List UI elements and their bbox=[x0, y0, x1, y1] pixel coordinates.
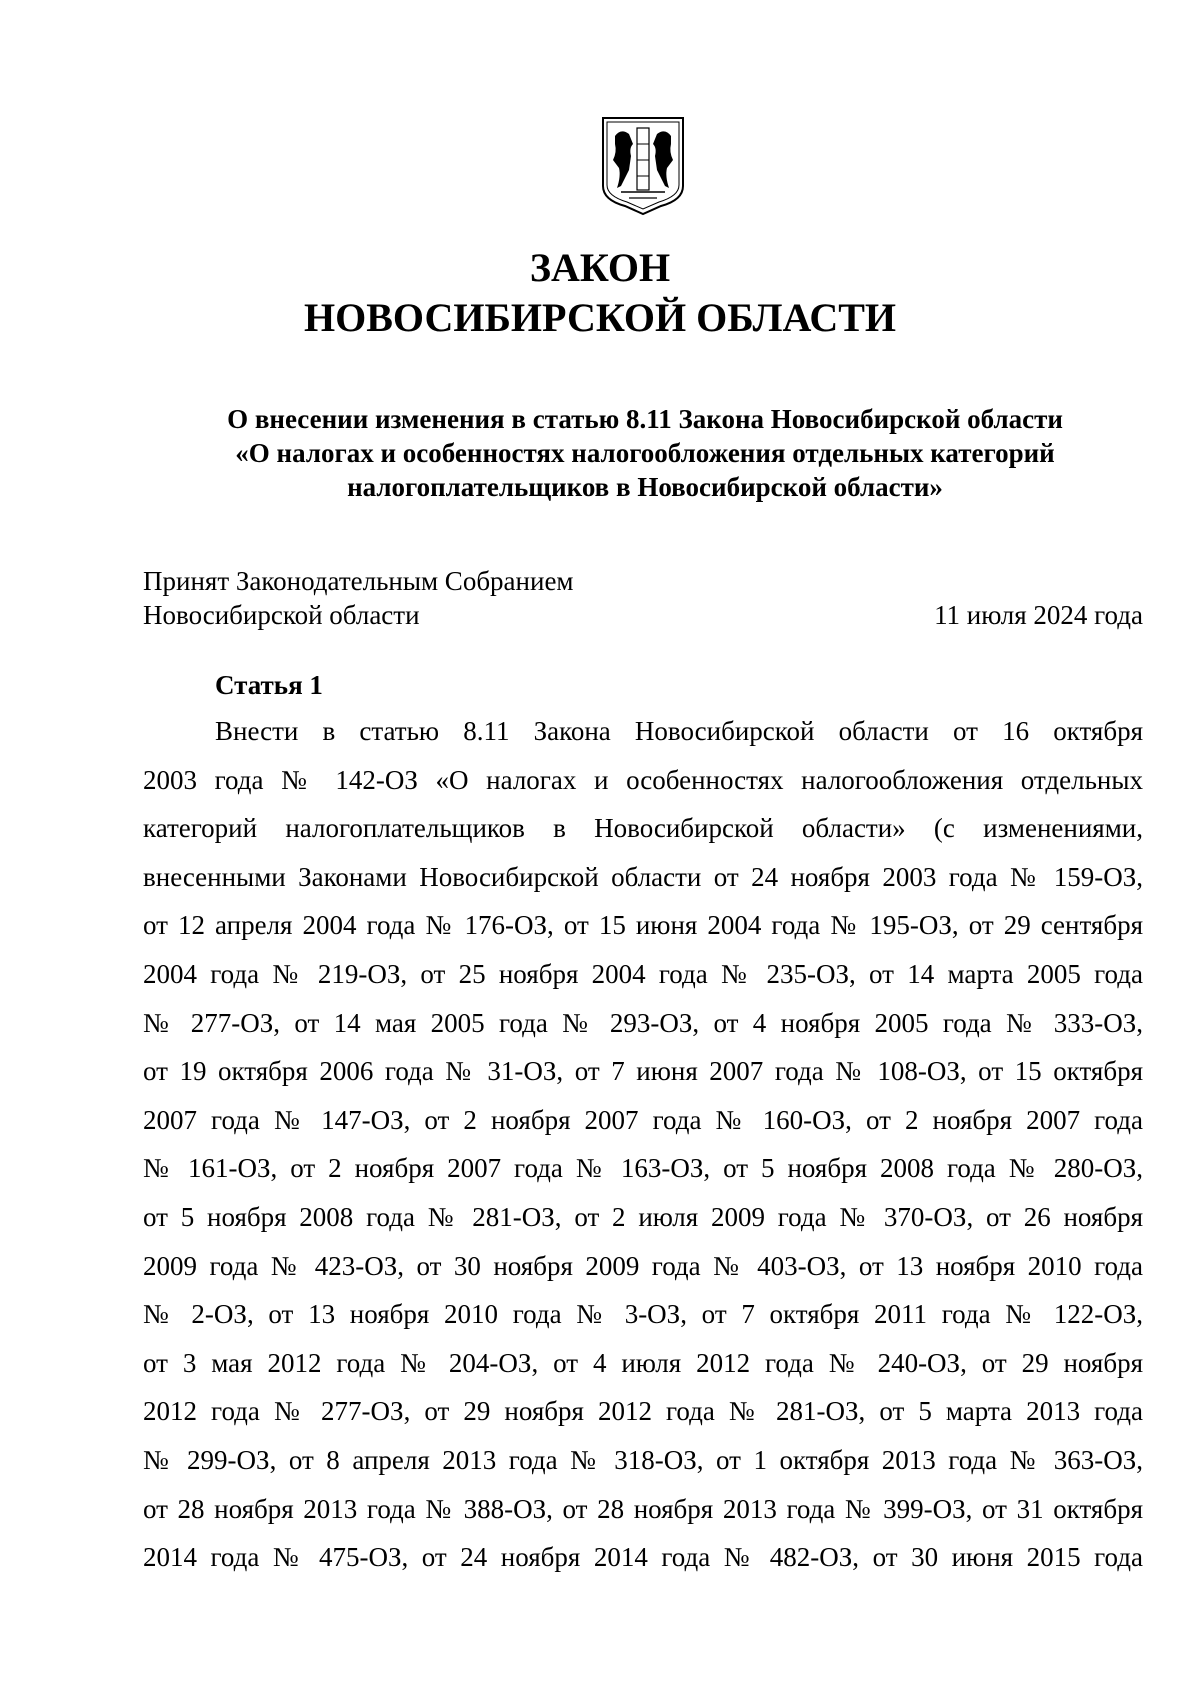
body-line: № 161-ОЗ, от 2 ноября 2007 года № 163-ОЗ, от 5 ноября 2008 года № 280-ОЗ, bbox=[143, 1153, 1143, 1184]
body-line: № 299-ОЗ, от 8 апреля 2013 года № 318-ОЗ, от 1 октября 2013 года № 363-ОЗ, bbox=[143, 1444, 1143, 1475]
body-line: от 19 октября 2006 года № 31-ОЗ, от 7 июня 2007 года № 108-ОЗ, от 15 октября bbox=[143, 1056, 1143, 1087]
body-line: внесенными Законами Новосибирской области от 24 ноября 2003 года № 159-ОЗ, bbox=[143, 861, 1143, 892]
body-line: от 28 ноября 2013 года № 388-ОЗ, от 28 ноября 2013 года № 399-ОЗ, от 31 октября bbox=[143, 1493, 1143, 1524]
body-line: от 5 ноября 2008 года № 281-ОЗ, от 2 июля 2009 года № 370-ОЗ, от 26 ноября bbox=[143, 1201, 1143, 1232]
adoption-date: 11 июля 2024 года bbox=[934, 600, 1143, 630]
body-line: 2004 года № 219-ОЗ, от 25 ноября 2004 года № 235-ОЗ, от 14 марта 2005 года bbox=[143, 958, 1143, 989]
subject-line: О внесении изменения в статью 8.11 Закона Новосибирской области bbox=[227, 404, 1063, 434]
article-heading: Статья 1 bbox=[215, 670, 323, 700]
coat-of-arms-icon bbox=[599, 114, 687, 216]
adoption-line: Принят Законодательным Собранием bbox=[143, 566, 574, 596]
law-subject bbox=[150, 402, 1140, 504]
adoption-statement bbox=[143, 564, 574, 632]
body-line: 2007 года № 147-ОЗ, от 2 ноября 2007 года № 160-ОЗ, от 2 ноября 2007 года bbox=[143, 1104, 1143, 1135]
body-line: № 277-ОЗ, от 14 мая 2005 года № 293-ОЗ, от 4 ноября 2005 года № 333-ОЗ, bbox=[143, 1007, 1143, 1038]
body-line: 2014 года № 475-ОЗ, от 24 ноября 2014 года № 482-ОЗ, от 30 июня 2015 года bbox=[143, 1542, 1143, 1573]
body-line: от 12 апреля 2004 года № 176-ОЗ, от 15 июня 2004 года № 195-ОЗ, от 29 сентября bbox=[143, 910, 1143, 941]
body-line: категорий налогоплательщиков в Новосибирской области» (с изменениями, bbox=[143, 813, 1143, 844]
law-title: ЗАКОН bbox=[529, 245, 671, 290]
subject-line: «О налогах и особенностях налогообложения отдельных категорий bbox=[235, 438, 1055, 468]
body-line: 2012 года № 277-ОЗ, от 29 ноября 2012 года № 281-ОЗ, от 5 марта 2013 года bbox=[143, 1396, 1143, 1427]
article-body bbox=[143, 714, 1143, 1589]
subject-line: налогоплательщиков в Новосибирской области» bbox=[347, 472, 943, 502]
adoption-line: Новосибирской области bbox=[143, 600, 420, 630]
law-region-title: НОВОСИБИРСКОЙ ОБЛАСТИ bbox=[303, 295, 897, 340]
body-line: 2009 года № 423-ОЗ, от 30 ноября 2009 года № 403-ОЗ, от 13 ноября 2010 года bbox=[143, 1250, 1143, 1281]
body-line: Внести в статью 8.11 Закона Новосибирской области от 16 октября bbox=[215, 716, 1143, 746]
body-line: 2003 года № 142-ОЗ «О налогах и особенностях налогообложения отдельных bbox=[143, 764, 1143, 795]
body-line: от 3 мая 2012 года № 204-ОЗ, от 4 июля 2012 года № 240-ОЗ, от 29 ноября bbox=[143, 1347, 1143, 1378]
body-line: № 2-ОЗ, от 13 ноября 2010 года № 3-ОЗ, от 7 октября 2011 года № 122-ОЗ, bbox=[143, 1299, 1143, 1330]
